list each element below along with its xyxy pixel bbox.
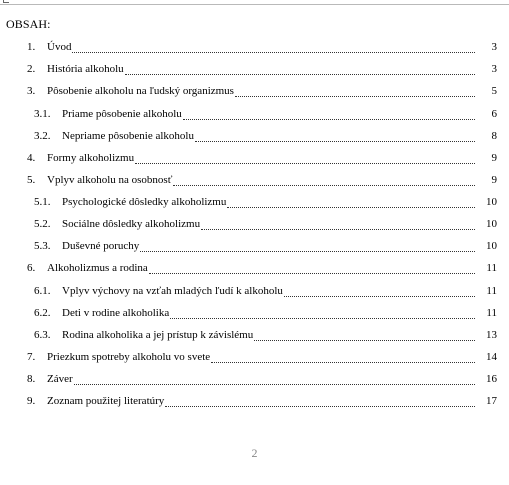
toc-entry-page: 3	[491, 63, 497, 75]
page-number: 2	[251, 446, 258, 460]
toc-leader-dots	[183, 107, 475, 120]
toc-leader-dots	[235, 84, 475, 97]
toc-entry[interactable]	[0, 328, 509, 344]
toc-entry[interactable]	[0, 84, 509, 100]
toc-entry-title: Alkoholizmus a rodina	[47, 262, 148, 274]
toc-entry-title: Zoznam použitej literatúry	[47, 395, 165, 407]
toc-entry-title: Vplyv alkoholu na osobnosť	[47, 174, 173, 186]
toc-heading: OBSAH:	[6, 17, 51, 31]
toc-entry-page: 11	[486, 262, 497, 274]
toc-leader-dots	[211, 350, 475, 363]
toc-entry[interactable]	[0, 107, 509, 123]
toc-entry[interactable]	[0, 239, 509, 255]
toc-entry-title: Formy alkoholizmu	[47, 152, 135, 164]
toc-entry-number: 5.1.	[34, 196, 51, 208]
toc-entry-title: Nepriame pôsobenie alkoholu	[62, 130, 194, 142]
toc-entry-page: 9	[491, 152, 497, 164]
toc-entry-number: 6.3.	[34, 329, 51, 341]
toc-entry[interactable]	[0, 62, 509, 78]
toc-entry-number: 5.2.	[34, 218, 51, 230]
toc-entry-number: 9.	[27, 395, 36, 407]
toc-leader-dots	[170, 306, 475, 319]
toc-entry-page: 8	[491, 130, 497, 142]
toc-entry-title: Deti v rodine alkoholika	[62, 307, 170, 319]
toc-entry-page: 9	[491, 174, 497, 186]
toc-entry-number: 8.	[27, 373, 36, 385]
toc-entry[interactable]	[0, 306, 509, 322]
toc-entry-page: 10	[486, 240, 497, 252]
toc-leader-dots	[72, 40, 475, 53]
toc-entry-page: 11	[486, 285, 497, 297]
toc-entry-number: 6.	[27, 262, 36, 274]
toc-entry[interactable]	[0, 284, 509, 300]
toc-entry-title: Sociálne dôsledky alkoholizmu	[62, 218, 201, 230]
toc-entry-page: 11	[486, 307, 497, 319]
toc-entry-page: 14	[486, 351, 497, 363]
toc-entry-page: 5	[491, 85, 497, 97]
toc-entry[interactable]	[0, 195, 509, 211]
toc-entry-title: Psychologické dôsledky alkoholizmu	[62, 196, 227, 208]
toc-entry-number: 3.2.	[34, 130, 51, 142]
toc-entry-page: 13	[486, 329, 497, 341]
toc-leader-dots	[125, 62, 475, 75]
toc-entry-title: Vplyv výchovy na vzťah mladých ľudí k alkoholu	[62, 285, 283, 297]
toc-entry[interactable]	[0, 129, 509, 145]
toc-entry-number: 6.1.	[34, 285, 51, 297]
toc-leader-dots	[284, 284, 475, 297]
toc-entry-title: Záver	[47, 373, 73, 385]
toc-entry-title: História alkoholu	[47, 63, 124, 75]
toc-leader-dots	[195, 129, 475, 142]
toc-entry-page: 6	[491, 108, 497, 120]
toc-entry-number: 5.	[27, 174, 36, 186]
toc-leader-dots	[74, 372, 475, 385]
toc-entry[interactable]	[0, 151, 509, 167]
toc-leader-dots	[140, 239, 475, 252]
toc-entry-page: 16	[486, 373, 497, 385]
document-top-border	[0, 0, 509, 5]
toc-entry[interactable]	[0, 372, 509, 388]
toc-entry-title: Duševné poruchy	[62, 240, 140, 252]
toc-entry[interactable]	[0, 173, 509, 189]
toc-entry-number: 3.	[27, 85, 36, 97]
toc-entry-page: 10	[486, 196, 497, 208]
toc-leader-dots	[254, 328, 475, 341]
toc-leader-dots	[227, 195, 475, 208]
toc-entry-number: 6.2.	[34, 307, 51, 319]
toc-entry-number: 2.	[27, 63, 36, 75]
toc-entry-page: 10	[486, 218, 497, 230]
toc-entry-page: 17	[486, 395, 497, 407]
toc-leader-dots	[165, 394, 475, 407]
toc-entry-page: 3	[491, 41, 497, 53]
toc-entry[interactable]	[0, 394, 509, 410]
toc-entry-number: 7.	[27, 351, 36, 363]
toc-entry-title: Priame pôsobenie alkoholu	[62, 108, 182, 120]
toc-leader-dots	[173, 173, 475, 186]
toc-entry-title: Úvod	[47, 41, 72, 53]
toc-entry[interactable]	[0, 261, 509, 277]
page-corner-mark	[3, 0, 9, 3]
toc-entry-number: 3.1.	[34, 108, 51, 120]
toc-entry[interactable]	[0, 217, 509, 233]
toc-entry-number: 1.	[27, 41, 36, 53]
toc-entry-title: Pôsobenie alkoholu na ľudský organizmus	[47, 85, 234, 97]
toc-entry-number: 4.	[27, 152, 36, 164]
toc-entry-number: 5.3.	[34, 240, 51, 252]
toc-entry-title: Priezkum spotreby alkoholu vo svete	[47, 351, 211, 363]
toc-entry-title: Rodina alkoholika a jej prístup k závislému	[62, 329, 254, 341]
toc-leader-dots	[149, 261, 475, 274]
toc-entry[interactable]	[0, 350, 509, 366]
toc-entry[interactable]	[0, 40, 509, 56]
toc-leader-dots	[201, 217, 475, 230]
toc-leader-dots	[135, 151, 475, 164]
